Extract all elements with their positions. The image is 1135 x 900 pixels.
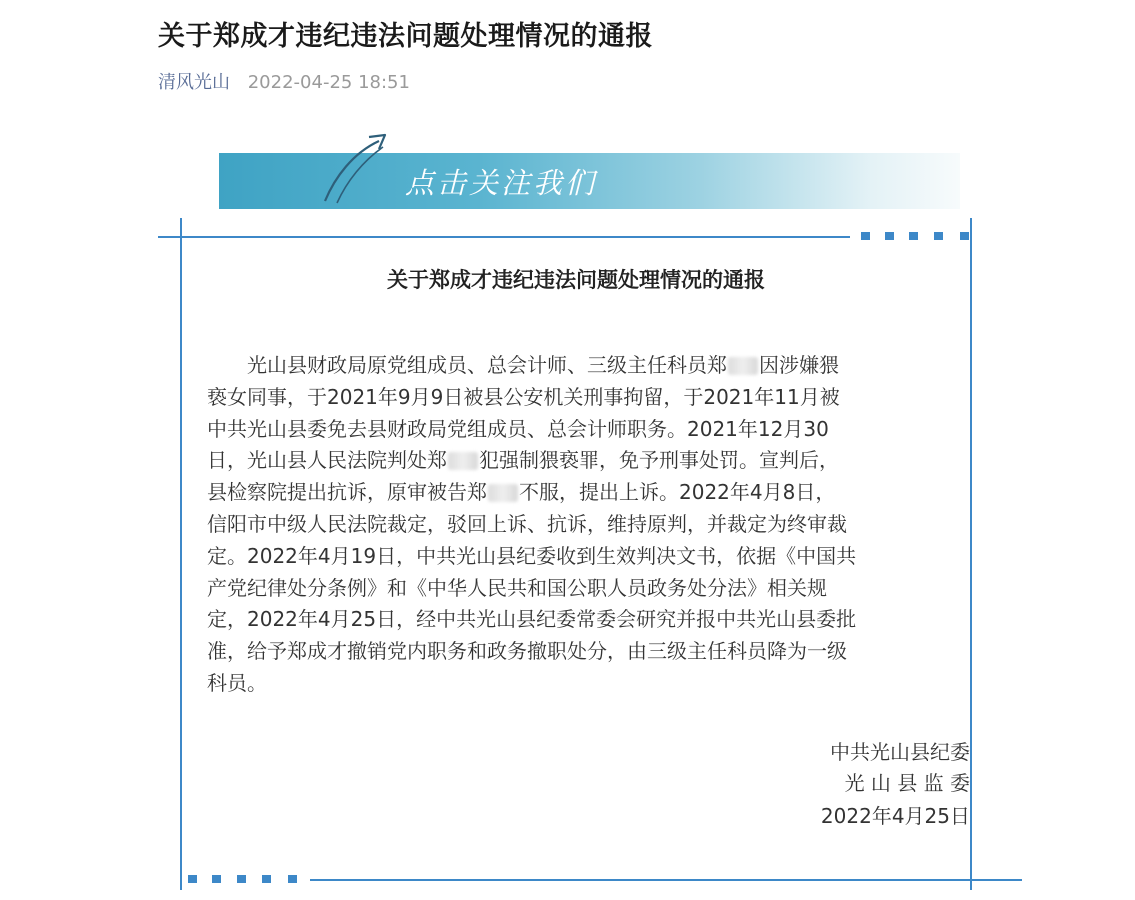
document-body (207, 350, 977, 700)
document-heading: 关于郑成才违纪违法问题处理情况的通报 (387, 268, 765, 292)
article-meta (158, 68, 410, 94)
body-line: 产党纪律处分条例》和《中华人民共和国公职人员政务处分法》相关规 (207, 575, 827, 600)
frame-dot (885, 232, 894, 240)
frame-dot (960, 232, 969, 240)
body-line: 信阳市中级人民法院裁定，驳回上诉、抗诉，维持原判，并裁定为终审裁 (207, 511, 847, 536)
body-line: 亵女同事，于2021年9月9日被县公安机关刑事拘留，于2021年11月被 (207, 384, 840, 409)
redacted-name (728, 357, 758, 375)
frame-dot (262, 875, 271, 883)
body-line: 科员。 (207, 670, 267, 695)
body-line: 定，2022年4月25日，经中共光山县纪委常委会研究并报中共光山县委批 (207, 607, 857, 632)
follow-us-label: 点击关注我们 (405, 166, 598, 200)
redacted-name (488, 484, 518, 502)
publish-time: 2022-04-25 18:51 (247, 72, 410, 93)
swoosh-arrow-icon (317, 131, 397, 209)
body-line: 光山县财政局原党组成员、总会计师、三级主任科员郑 因涉嫌猥 (247, 353, 839, 377)
frame-dot (212, 875, 221, 883)
signature-org-supervision: 光 山 县 监 委 (844, 771, 970, 795)
body-line: 中共光山县委免去县财政局党组成员、总会计师职务。2021年12月30 (207, 416, 829, 441)
frame-top-line (158, 236, 850, 238)
article-title: 关于郑成才违纪违法问题处理情况的通报 (158, 21, 653, 52)
follow-us-banner[interactable] (219, 131, 960, 209)
signature-date: 2022年4月25日 (820, 804, 970, 828)
redacted-name (448, 452, 478, 470)
frame-dot (288, 875, 297, 883)
body-line: 准，给予郑成才撤销党内职务和政务撤职处分，由三级主任科员降为一级 (207, 639, 847, 664)
signature-org-discipline: 中共光山县纪委 (830, 740, 970, 764)
frame-dot (861, 232, 870, 240)
frame-dot (237, 875, 246, 883)
frame-bottom-line (310, 879, 1022, 881)
body-line: 日，光山县人民法院判处郑 犯强制猥亵罪，免予刑事处罚。宣判后， (207, 448, 839, 473)
body-line: 定。2022年4月19日，中共光山县纪委收到生效判决文书，依据《中国共 (207, 543, 857, 568)
frame-left-line (180, 218, 182, 890)
frame-dot (934, 232, 943, 240)
account-name-link[interactable]: 清风光山 (158, 72, 230, 93)
body-line: 县检察院提出抗诉，原审被告郑 不服，提出上诉。2022年4月8日， (207, 480, 836, 505)
frame-dot (188, 875, 197, 883)
frame-dot (909, 232, 918, 240)
